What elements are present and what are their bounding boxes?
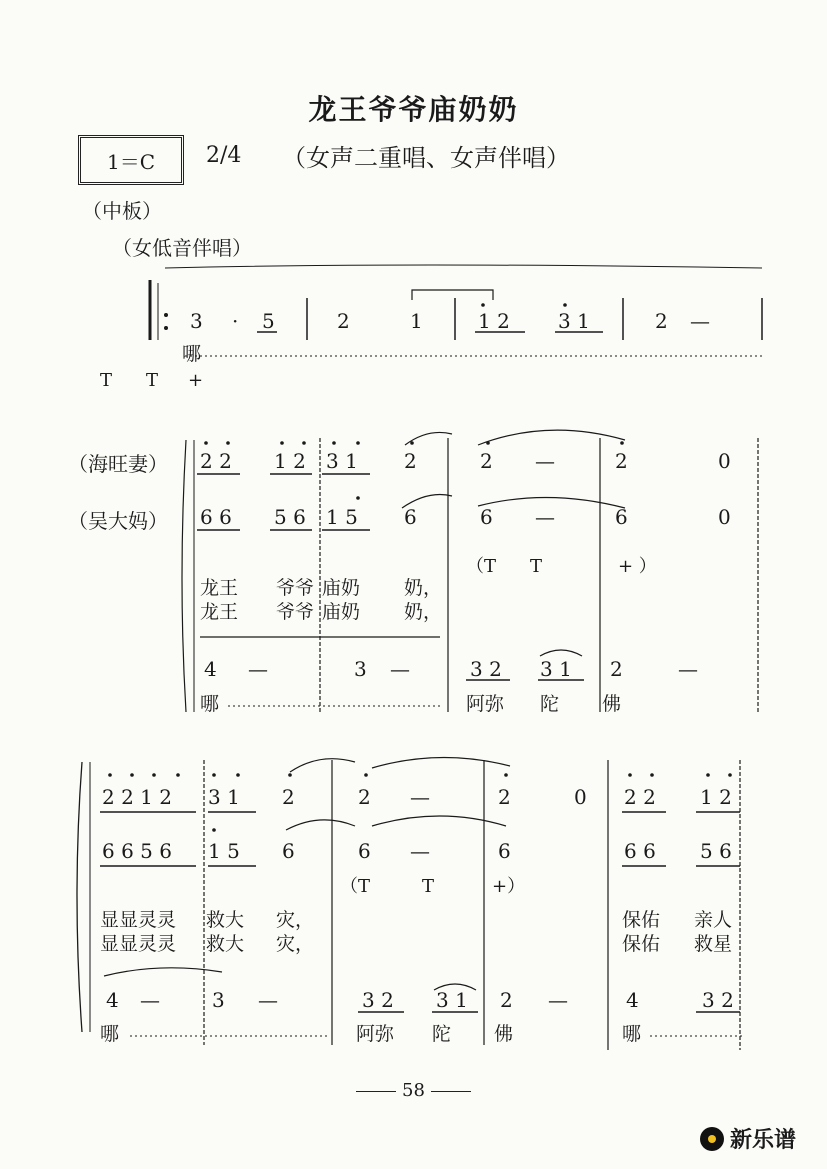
percussion-mark: +） — [492, 876, 526, 897]
note: 2 — [480, 449, 493, 473]
note: 6 — [358, 839, 371, 863]
lyric: 显显灵灵 — [100, 933, 177, 955]
page-number-value: 58 — [402, 1080, 425, 1101]
lyric: 显显灵灵 — [100, 909, 177, 931]
note: 4 — [106, 988, 119, 1012]
lyric: 阿弥 — [466, 693, 505, 715]
note-hold: — — [410, 785, 430, 809]
lyric: 爷爷 — [276, 601, 315, 623]
lyric: 救星 — [694, 933, 733, 955]
disc-icon — [700, 1127, 724, 1151]
note-hold: — — [678, 657, 698, 681]
note-rest: 0 — [718, 505, 731, 529]
note: 4 — [204, 657, 217, 681]
lyric: 庙奶 — [322, 577, 361, 599]
percussion-mark: （T — [340, 876, 371, 897]
note: 3 — [212, 988, 225, 1012]
lyric: 灾， — [276, 909, 315, 931]
note: 2 — [404, 449, 417, 473]
system-1 — [150, 265, 762, 356]
note: 2 — [500, 988, 513, 1012]
note-pair: 6 6 — [200, 505, 232, 529]
percussion-mark: + — [188, 370, 204, 391]
lyric: 陀 — [540, 693, 560, 715]
note: 2 — [498, 785, 511, 809]
accompaniment-label: （女低音伴唱） — [112, 236, 252, 260]
percussion-mark: T — [146, 370, 159, 391]
note-hold: — — [535, 449, 555, 473]
note-pair: 3 1 — [208, 785, 240, 809]
note-hold: — — [248, 657, 268, 681]
note: 6 — [404, 505, 417, 529]
note-pair: 1 5 — [326, 505, 358, 529]
lyric: 哪 — [182, 343, 202, 365]
note: 4 — [626, 988, 639, 1012]
lyric: 哪 — [200, 693, 220, 715]
note-pair: 3 2 — [702, 988, 734, 1012]
note-pair: 5 6 — [274, 505, 306, 529]
note: 5 — [262, 309, 275, 333]
percussion-mark: + ） — [618, 556, 657, 577]
note-pair: 3 1 — [540, 657, 572, 681]
note: 1 — [410, 309, 423, 333]
page-rule-left — [356, 1091, 396, 1092]
lyric: 哪 — [100, 1023, 120, 1045]
note-group: 2 2 1 2 — [102, 785, 172, 809]
lyric: 救大 — [206, 909, 245, 931]
note-pair: 1 2 — [478, 309, 510, 333]
note-hold: — — [390, 657, 410, 681]
note-pair: 2 2 — [200, 449, 232, 473]
note-group: 6 6 5 6 — [102, 839, 172, 863]
note-pair: 5 6 — [700, 839, 732, 863]
note: 6 — [498, 839, 511, 863]
note-pair: 3 1 — [326, 449, 358, 473]
song-subtitle: （女声二重唱、女声伴唱） — [282, 144, 570, 172]
note: 6 — [615, 505, 628, 529]
lyric: 阿弥 — [356, 1023, 395, 1045]
lyric: 庙奶 — [322, 601, 361, 623]
note: 3 — [354, 657, 367, 681]
note: 2 — [337, 309, 350, 333]
note-dot: · — [232, 309, 239, 333]
key-signature: 1＝C — [78, 135, 184, 185]
note: 6 — [282, 839, 295, 863]
note-hold: — — [690, 309, 710, 333]
lyric: 奶， — [404, 577, 443, 599]
lyric: 龙王 — [200, 577, 239, 599]
note: 2 — [610, 657, 623, 681]
note-rest: 0 — [718, 449, 731, 473]
lyric: 奶， — [404, 601, 443, 623]
note-hold: — — [535, 505, 555, 529]
percussion-mark: （T — [466, 556, 497, 577]
note: 6 — [480, 505, 493, 529]
lyric: 佛 — [602, 693, 622, 715]
time-signature: 2/4 — [206, 143, 242, 168]
song-title: 龙王爷爷庙奶奶 — [308, 93, 519, 126]
lyric: 龙王 — [200, 601, 239, 623]
lyric: 亲人 — [694, 909, 733, 931]
note-pair: 3 1 — [558, 309, 590, 333]
note: 2 — [282, 785, 295, 809]
note: 2 — [655, 309, 668, 333]
watermark-logo — [700, 1123, 796, 1154]
percussion-mark: T — [100, 370, 113, 391]
watermark-text: 新乐谱 — [730, 1128, 797, 1153]
note-pair: 1 5 — [208, 839, 240, 863]
note: 2 — [615, 449, 628, 473]
lyric: 保佑 — [622, 909, 661, 931]
lyric: 佛 — [494, 1023, 514, 1045]
percussion-mark: T — [422, 876, 435, 897]
tempo-marking: （中板） — [82, 199, 162, 223]
lyric: 哪 — [622, 1023, 642, 1045]
note-pair: 1 2 — [274, 449, 306, 473]
note-pair: 1 2 — [700, 785, 732, 809]
note-pair: 3 1 — [436, 988, 468, 1012]
note-hold: — — [548, 988, 568, 1012]
note-pair: 3 2 — [362, 988, 394, 1012]
page-rule-right — [431, 1091, 471, 1092]
role-label-b: （吴大妈） — [68, 509, 168, 533]
lyric: 灾， — [276, 933, 315, 955]
note-hold: — — [410, 839, 430, 863]
lyric: 陀 — [432, 1023, 452, 1045]
note-rest: 0 — [574, 785, 587, 809]
note: 3 — [190, 309, 203, 333]
note-hold: — — [140, 988, 160, 1012]
lyric: 爷爷 — [276, 577, 315, 599]
note-hold: — — [258, 988, 278, 1012]
role-label-a: （海旺妻） — [68, 452, 168, 476]
lyric: 保佑 — [622, 933, 661, 955]
note-pair: 6 6 — [624, 839, 656, 863]
page-number — [0, 1080, 827, 1101]
note: 2 — [358, 785, 371, 809]
percussion-mark: T — [530, 556, 543, 577]
note-pair: 2 2 — [624, 785, 656, 809]
note-pair: 3 2 — [470, 657, 502, 681]
lyric: 救大 — [206, 933, 245, 955]
